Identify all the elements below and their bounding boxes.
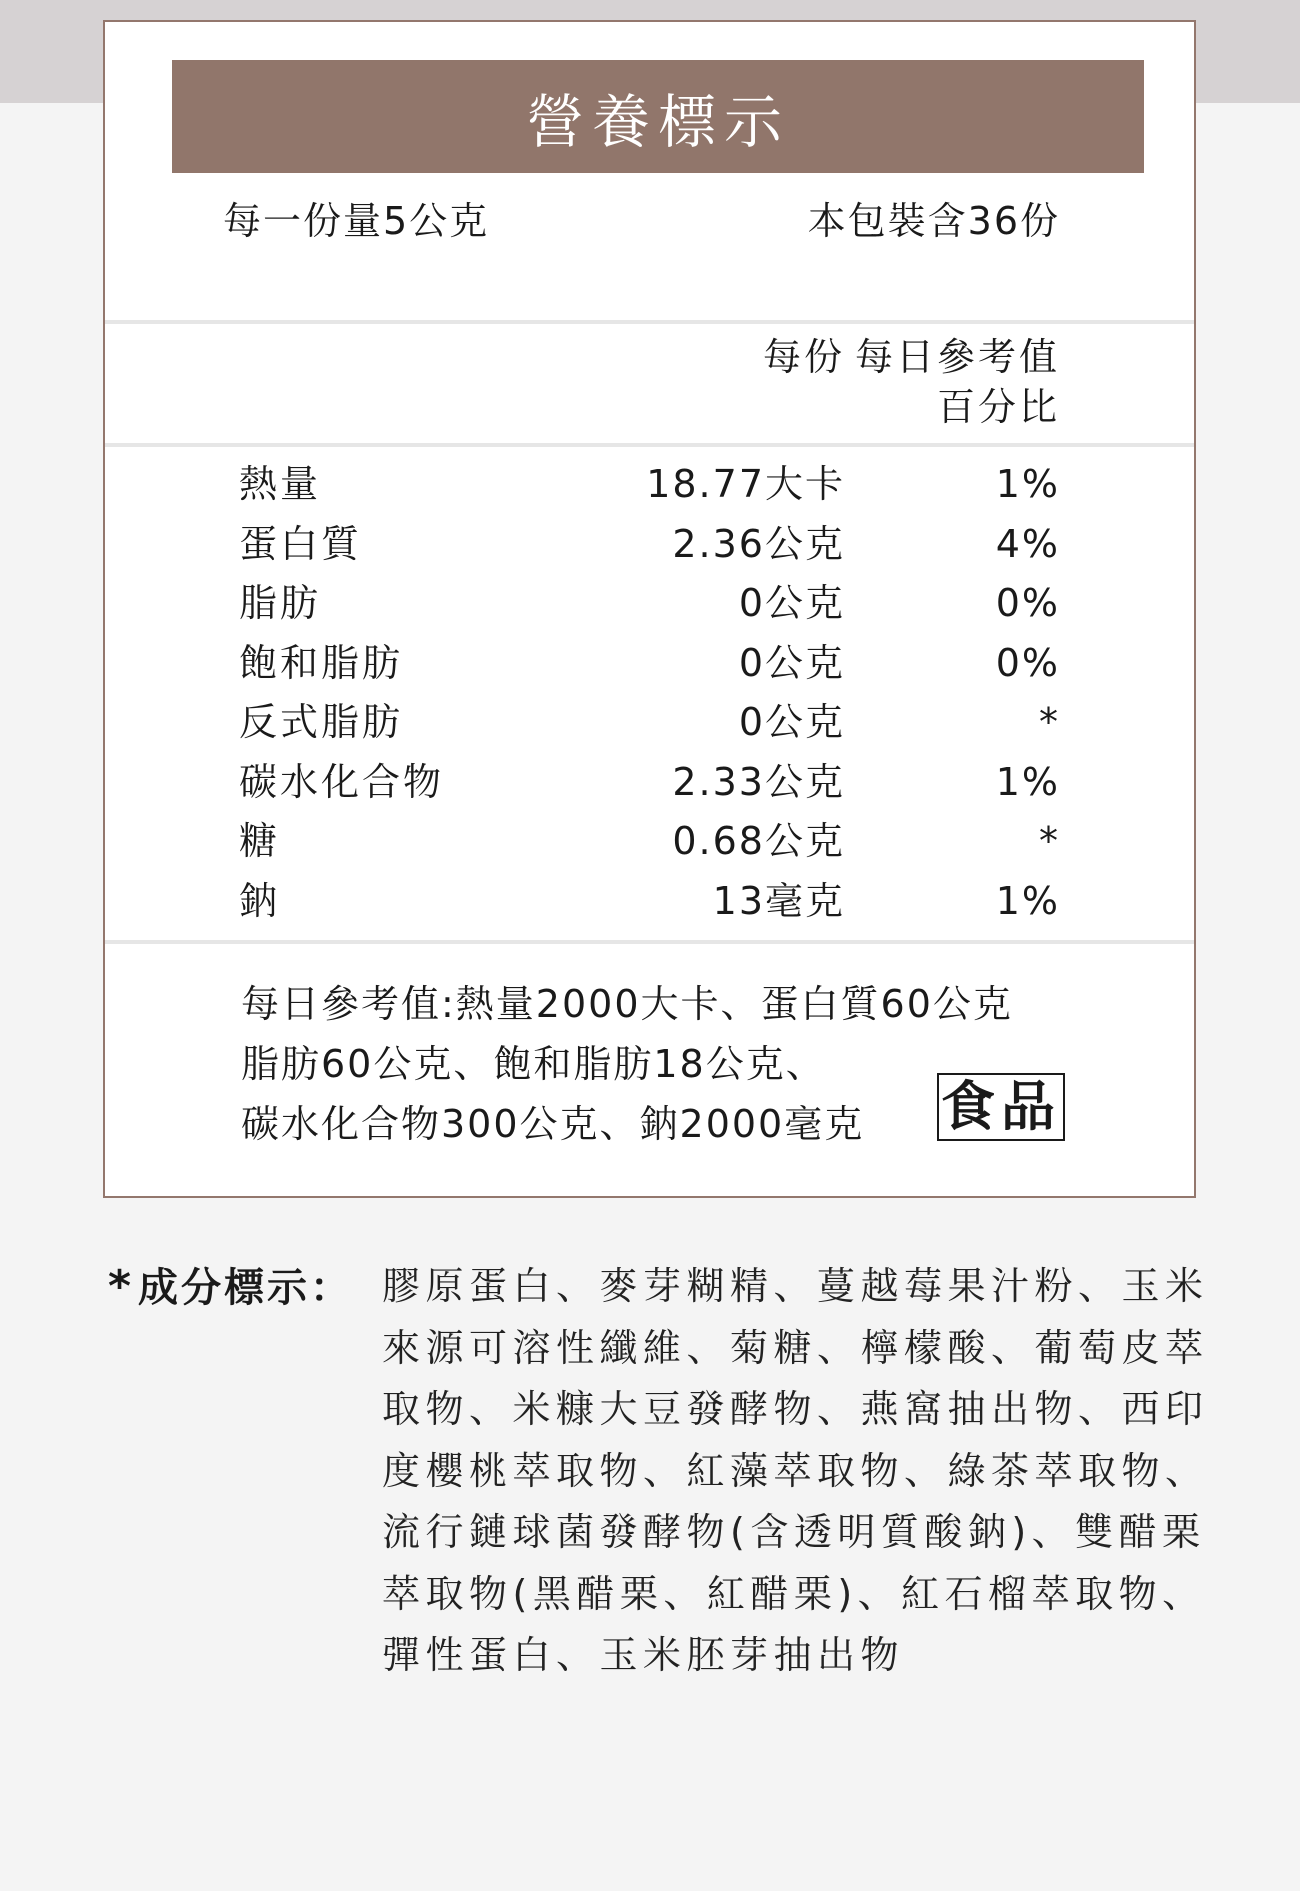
nutrient-daily-pct: 4% [995, 521, 1060, 566]
column-header-daily-value: 每日參考值 [854, 335, 1060, 379]
daily-reference-line: 碳水化合物300公克、鈉2000毫克 [241, 1102, 865, 1146]
ingredients-label [108, 1256, 353, 1319]
daily-reference-note [241, 974, 1013, 1154]
nutrient-daily-pct: 1% [995, 759, 1060, 804]
nutrient-daily-pct: 0% [995, 640, 1060, 685]
nutrient-row [105, 812, 1194, 872]
food-badge-text: 食品 [941, 1075, 1061, 1138]
nutrient-amount: 13毫克 [712, 878, 845, 923]
serving-size: 每一份量5公克 [223, 199, 490, 243]
nutrient-amount: 2.36公克 [672, 521, 845, 566]
servings-per-package: 本包裝含36份 [807, 199, 1060, 243]
daily-reference-line: 每日參考值:熱量2000大卡、蛋白質60公克 [241, 982, 1013, 1026]
nutrient-row [105, 574, 1194, 634]
nutrient-name: 脂肪 [239, 581, 322, 625]
divider [105, 443, 1194, 447]
nutrition-title-banner [172, 60, 1144, 173]
ingredients-line: 來源可溶性纖維、菊糖、檸檬酸、葡萄皮萃 [382, 1325, 1209, 1370]
nutrition-label [103, 20, 1196, 1198]
ingredients-line: 流行鏈球菌發酵物(含透明質酸鈉)、雙醋栗 [382, 1510, 1206, 1554]
nutrient-row [105, 872, 1194, 932]
nutrient-amount: 2.33公克 [672, 759, 845, 804]
daily-reference-line: 脂肪60公克、飽和脂肪18公克、 [241, 1042, 826, 1086]
nutrient-daily-pct: 1% [995, 878, 1060, 923]
ingredients-line: 彈性蛋白、玉米胚芽抽出物 [382, 1633, 905, 1677]
nutrient-name: 鈉 [239, 878, 281, 923]
nutrient-row [105, 515, 1194, 575]
nutrition-title: 營養標示 [525, 87, 790, 156]
asterisk-icon: * [108, 1261, 135, 1312]
nutrient-amount: 0公克 [738, 581, 845, 625]
nutrient-row [105, 634, 1194, 694]
nutrient-name: 熱量 [239, 462, 322, 506]
nutrient-row [105, 693, 1194, 753]
ingredients-list [382, 1256, 1208, 1687]
nutrient-table [105, 455, 1194, 931]
ingredients-line: 萃取物(黑醋栗、紅醋栗)、紅石榴萃取物、 [382, 1571, 1206, 1616]
nutrient-amount: 0公克 [738, 640, 845, 685]
ingredients-label-text: 成分標示： [138, 1265, 354, 1311]
nutrient-amount: 0.68公克 [672, 819, 845, 863]
nutrient-daily-pct: 1% [995, 462, 1060, 506]
column-header-per-serving: 每份 [762, 335, 845, 379]
nutrient-daily-pct: * [1039, 819, 1060, 863]
ingredients-line: 度櫻桃萃取物、紅藻萃取物、綠茶萃取物、 [382, 1448, 1209, 1493]
nutrient-daily-pct: * [1039, 700, 1060, 744]
nutrient-amount: 0公克 [738, 700, 845, 744]
food-category-badge [937, 1073, 1065, 1141]
nutrient-name: 蛋白質 [239, 521, 363, 566]
divider [105, 940, 1194, 944]
ingredients-line: 取物、米糠大豆發酵物、燕窩抽出物、西印 [382, 1387, 1209, 1431]
nutrient-daily-pct: 0% [995, 581, 1060, 625]
nutrient-name: 碳水化合物 [239, 759, 445, 804]
nutrient-amount: 18.77大卡 [646, 462, 845, 506]
divider [105, 320, 1194, 324]
column-header-daily-value-pct: 百分比 [936, 385, 1060, 429]
ingredients-line: 膠原蛋白、麥芽糊精、蔓越莓果汁粉、玉米 [382, 1264, 1209, 1308]
nutrient-row [105, 753, 1194, 813]
nutrient-row [105, 455, 1194, 515]
nutrient-name: 反式脂肪 [239, 700, 404, 744]
nutrient-name: 糖 [239, 819, 281, 863]
nutrient-name: 飽和脂肪 [239, 640, 404, 685]
